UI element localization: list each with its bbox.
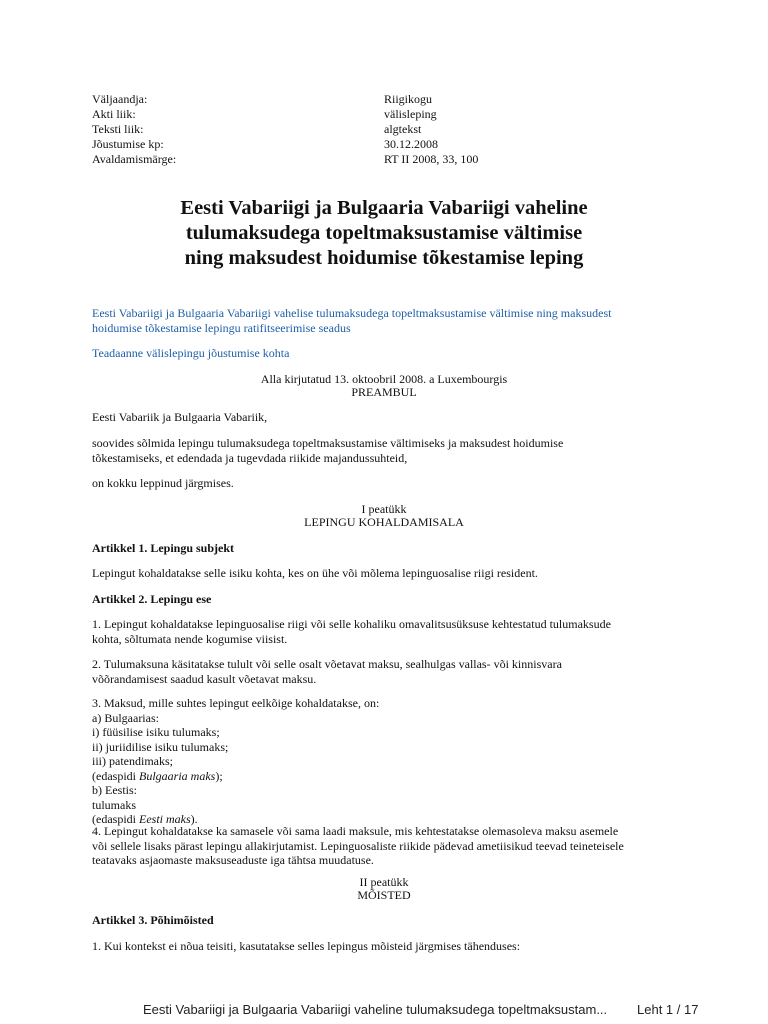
signing-note: Alla kirjutatud 13. oktoobril 2008. a Luxembourgis — [260, 372, 508, 386]
list-item: iii) patendimaks; — [92, 754, 173, 768]
chapter-label: II peatükk — [359, 875, 409, 889]
text-fragment: ). — [190, 812, 198, 826]
meta-value: algtekst — [384, 122, 422, 136]
meta-key: Väljaandja: — [92, 92, 148, 106]
title-line: Eesti Vabariigi ja Bulgaaria Vabariigi vaheline — [180, 197, 588, 219]
list-item: tulumaks — [92, 797, 136, 812]
chapter-title: MÕISTED — [357, 888, 411, 902]
text-line: või sellele lisaks pärast lepingu allakirjutamist. Lepinguosaliste riikide pädevad ametiisikud teevad teineteisele — [92, 838, 624, 853]
page-footer — [0, 1000, 768, 1020]
preamble-paragraph: on kokku leppinud järgmises. — [92, 476, 234, 490]
meta-value: RT II 2008, 33, 100 — [384, 152, 479, 166]
article-paragraph: Lepingut kohaldatakse selle isiku kohta, kes on ühe või mõlema lepinguosalise riigi resident. — [92, 566, 538, 580]
chapter-label: I peatükk — [361, 502, 407, 516]
title-line: ning maksudest hoidumise tõkestamise leping — [184, 247, 584, 269]
text-fragment: ); — [215, 768, 223, 783]
italic-term: Bulgaaria maks — [139, 768, 216, 783]
page-number: Leht 1 / 17 — [637, 1002, 699, 1017]
title-line: tulumaksudega topeltmaksustamise vältimise — [185, 222, 583, 244]
text-fragment: (edaspidi — [92, 812, 139, 826]
article-paragraph — [92, 824, 676, 868]
meta-key: Jõustumise kp: — [92, 137, 164, 151]
link-line: Eesti Vabariigi ja Bulgaaria Vabariigi vahelise tulumaksudega topeltmaksustamise vältimise ning maksudest — [92, 306, 612, 320]
meta-value: 30.12.2008 — [384, 137, 438, 151]
text-fragment: (edaspidi — [92, 768, 139, 783]
list-item: a) Bulgaarias: — [92, 710, 159, 725]
text-line: võõrandamisest saadud kasult võetavat maksu. — [92, 671, 317, 686]
list-item — [92, 769, 676, 784]
list-item: ii) juriidilise isiku tulumaks; — [92, 739, 229, 754]
meta-value: välisleping — [384, 107, 437, 121]
meta-row — [92, 122, 652, 137]
meta-key: Akti liik: — [92, 107, 136, 121]
article-heading: Artikkel 3. Põhimõisted — [92, 913, 214, 927]
ratification-act-link[interactable] — [92, 306, 676, 335]
preamble-paragraph — [92, 436, 676, 465]
article-heading: Artikkel 1. Lepingu subjekt — [92, 541, 235, 555]
article-paragraph: 1. Kui kontekst ei nõua teisiti, kasutatakse selles lepingus mõisteid järgmises tähenduses: — [92, 939, 521, 953]
list-item: 3. Maksud, mille suhtes lepingut eelkõige kohaldatakse, on: — [92, 696, 380, 710]
article-paragraph — [92, 617, 676, 646]
article-heading: Artikkel 2. Lepingu ese — [92, 592, 212, 606]
meta-row — [92, 92, 652, 107]
article-paragraph — [92, 657, 676, 686]
text-line: tõkestamiseks, et edendada ja tugevdada riikide majandussuhteid, — [92, 450, 408, 465]
chapter-title: LEPINGU KOHALDAMISALA — [304, 515, 464, 529]
list-item: i) füüsilise isiku tulumaks; — [92, 725, 220, 739]
meta-row — [92, 107, 652, 122]
text-line: kohta, sõltumata nende kogumise viisist. — [92, 631, 288, 646]
preamble-heading: PREAMBUL — [351, 385, 417, 399]
article-list — [92, 696, 676, 827]
document-title — [92, 196, 676, 271]
italic-term: Eesti maks — [139, 812, 191, 826]
link-line: hoidumise tõkestamise lepingu ratifitseerimise seadus — [92, 320, 351, 335]
meta-key: Teksti liik: — [92, 122, 144, 136]
meta-row — [92, 137, 652, 152]
text-line: soovides sõlmida lepingu tulumaksudega topeltmaksustamise vältimiseks ja maksudest hoidumise — [92, 436, 564, 450]
text-line: 4. Lepingut kohaldatakse ka samasele või sama laadi maksule, mis kehtestatakse olemasoleva maksu asemele — [92, 824, 619, 838]
entry-into-force-notice-link[interactable]: Teadaanne välislepingu jõustumise kohta — [92, 346, 290, 360]
footer-document-title: Eesti Vabariigi ja Bulgaaria Vabariigi vaheline tulumaksudega topeltmaksustam... — [143, 1002, 608, 1017]
meta-value: Riigikogu — [384, 92, 433, 106]
meta-row — [92, 152, 652, 167]
text-line: teatavaks asjaomaste maksuseaduste iga tähtsa muudatuse. — [92, 853, 374, 867]
text-line: 2. Tulumaksuna käsitatakse tulult või selle osalt võetavat maksu, sealhulgas vallas- või kinnisvara — [92, 657, 562, 671]
metadata-table — [92, 92, 652, 167]
preamble-paragraph: Eesti Vabariik ja Bulgaaria Vabariik, — [92, 410, 268, 424]
text-line: 1. Lepingut kohaldatakse lepinguosalise riigi või selle kohaliku omavalitsusüksuse kehtestatud tulumaksude — [92, 617, 611, 631]
meta-key: Avaldamismärge: — [92, 152, 177, 166]
list-item: b) Eestis: — [92, 783, 137, 797]
